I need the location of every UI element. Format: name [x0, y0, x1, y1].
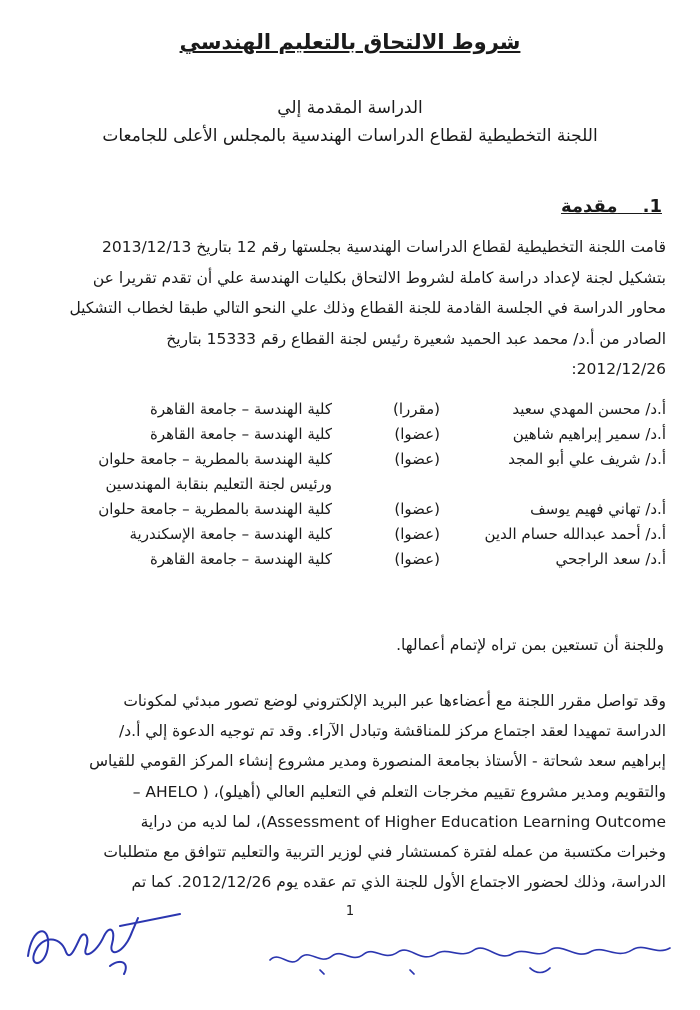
- member-row: [40, 475, 670, 500]
- body-line: الدراسة، وذلك لحضور الاجتماع الأول للجنة الذي تم عقده يوم 2012/12/26. كما تم: [131, 873, 666, 892]
- member-role: (عضوا): [394, 500, 440, 518]
- member-affiliation: كلية الهندسة – جامعة القاهرة: [149, 425, 332, 443]
- member-name: أ.د/ شريف علي أبو المجد: [508, 450, 666, 468]
- member-affiliation: كلية الهندسة – جامعة القاهرة: [149, 400, 332, 418]
- member-affiliation: كلية الهندسة بالمطرية – جامعة حلوان: [98, 450, 332, 468]
- member-row: [40, 425, 670, 450]
- signature-stroke: [28, 914, 180, 974]
- body-line: وقد تواصل مقرر اللجنة مع أعضاءها عبر البريد الإلكتروني لوضع تصور مبدئي لمكونات: [123, 692, 666, 710]
- member-role: (عضوا): [394, 525, 440, 543]
- member-role: (مقررا): [392, 400, 440, 418]
- member-name: أ.د/ تهاني فهيم يوسف: [530, 500, 666, 518]
- section-title: مقدمة: [560, 196, 618, 217]
- intro-line: 2012/12/26:: [571, 360, 666, 378]
- member-name: أ.د/ سعد الراجحي: [555, 550, 666, 568]
- body-paragraph: [44, 686, 666, 897]
- body-line: الدراسة تمهيدا لعقد اجتماع مركز للمناقشة وتبادل الآراء. وقد تم توجيه الدعوة إلي أ.د/: [119, 722, 666, 741]
- member-name: أ.د/ سمير إبراهيم شاهين: [512, 425, 666, 443]
- intro-line: الصادر من أ.د/ محمد عبد الحميد شعيرة رئيس لجنة القطاع رقم 15333 بتاريخ: [166, 329, 666, 348]
- member-role: (عضوا): [394, 450, 440, 468]
- intro-line: محاور الدراسة في الجلسة القادمة للجنة القطاع وذلك علي النحو التالي طبقا لخطاب التشكيل: [69, 299, 666, 317]
- member-row: [40, 500, 670, 525]
- intro-line: قامت اللجنة التخطيطية لقطاع الدراسات الهندسية بجلستها رقم 12 بتاريخ 2013/12/13: [102, 238, 666, 256]
- member-role: (عضوا): [394, 425, 440, 443]
- signature-stroke: [270, 947, 670, 974]
- handwritten-signature-left: [20, 896, 190, 986]
- member-name: أ.د/ محسن المهدي سعيد: [512, 400, 666, 418]
- members-list: [40, 400, 670, 575]
- member-row: [40, 400, 670, 425]
- member-affiliation: ورئيس لجنة التعليم بنقابة المهندسين: [105, 475, 332, 493]
- body-line: والتقويم ومدير مشروع تقييم مخرجات التعلم في التعليم العالي (أهيلو)، ( AHELO –: [132, 782, 666, 801]
- intro-line: بتشكيل لجنة لإعداد دراسة كاملة لشروط الالتحاق بكليات الهندسة علي أن تقدم تقريرا عن: [92, 268, 666, 287]
- section-heading: [561, 196, 662, 217]
- committee-note: وللجنة أن تستعين بمن تراه لإتمام أعمالها.: [396, 636, 664, 654]
- member-row: [40, 450, 670, 475]
- member-role: (عضوا): [394, 550, 440, 568]
- member-affiliation: كلية الهندسة – جامعة القاهرة: [149, 550, 332, 568]
- page-number: 1: [345, 904, 355, 919]
- member-affiliation: كلية الهندسة بالمطرية – جامعة حلوان: [98, 500, 332, 518]
- subtitle-line-1: الدراسة المقدمة إلي: [277, 98, 423, 118]
- member-row: [40, 550, 670, 575]
- member-name: أ.د/ أحمد عبدالله حسام الدين: [484, 525, 666, 543]
- section-number: 1.: [642, 196, 662, 217]
- subtitle-line-2: اللجنة التخطيطية لقطاع الدراسات الهندسية بالمجلس الأعلى للجامعات: [102, 126, 598, 146]
- member-row: [40, 525, 670, 550]
- intro-paragraph: [44, 232, 666, 385]
- body-line: إبراهيم سعد شحاتة - الأستاذ بجامعة المنصورة ومدير مشروع إنشاء المركز القومي للقياس: [89, 752, 666, 771]
- member-affiliation: كلية الهندسة – جامعة الإسكندرية: [129, 525, 332, 543]
- handwritten-signature-bottom: [260, 930, 680, 980]
- document-title: شروط الالتحاق بالتعليم الهندسي: [179, 30, 521, 54]
- body-line: وخبرات مكتسبة من عمله لفترة كمستشار فني لوزير التربية والتعليم تتوافق مع متطلبات: [103, 843, 666, 862]
- body-line: Assessment of Higher Education Learning Outcome)، لما لديه من دراية: [140, 812, 666, 831]
